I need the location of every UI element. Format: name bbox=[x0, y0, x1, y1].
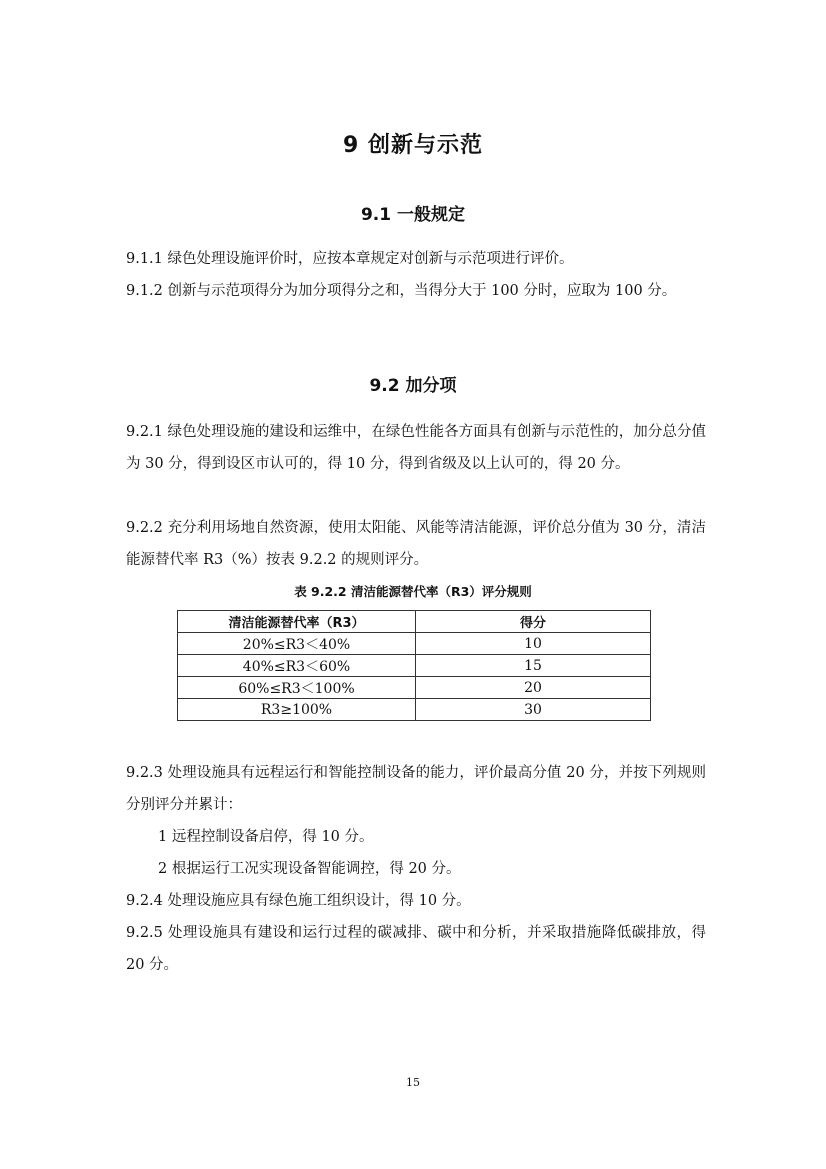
scoring-table bbox=[177, 610, 651, 721]
section-title-9-2: 9.2 加分项 bbox=[369, 376, 457, 396]
table-cell: 10 bbox=[416, 633, 651, 655]
clause-9-2-3-item-2: 2 根据运行工况实现设备智能调控，得 20 分。 bbox=[158, 861, 461, 877]
table-header-row bbox=[178, 611, 651, 633]
table-row bbox=[178, 677, 651, 699]
clause-9-1-1: 9.1.1 绿色处理设施评价时，应按本章规定对创新与示范项进行评价。 bbox=[126, 251, 574, 267]
table-row bbox=[178, 633, 651, 655]
clause-9-2-4: 9.2.4 处理设施应具有绿色施工组织设计，得 10 分。 bbox=[126, 893, 471, 909]
table-header-cell: 清洁能源替代率（R3） bbox=[178, 611, 416, 633]
clause-9-2-1: 9.2.1 绿色处理设施的建设和运维中，在绿色性能各方面具有创新与示范性的，加分总分值为 30 分，得到设区市认可的，得 10 分，得到省级及以上认可的，得 20 分。 bbox=[126, 424, 706, 472]
table-cell: 40%≤R3＜60% bbox=[178, 655, 416, 677]
table-cell: R3≥100% bbox=[178, 699, 416, 721]
clause-9-2-3-item-1: 1 远程控制设备启停，得 10 分。 bbox=[158, 829, 374, 845]
chapter-title: 9 创新与示范 bbox=[343, 133, 483, 158]
clause-9-2-3: 9.2.3 处理设施具有远程运行和智能控制设备的能力，评价最高分值 20 分，并按下列规则分别评分并累计： bbox=[126, 765, 706, 813]
table-cell: 15 bbox=[416, 655, 651, 677]
table-row bbox=[178, 699, 651, 721]
table-cell: 60%≤R3＜100% bbox=[178, 677, 416, 699]
table-row bbox=[178, 655, 651, 677]
clause-9-2-2: 9.2.2 充分利用场地自然资源，使用太阳能、风能等清洁能源，评价总分值为 30 分，清洁能源替代率 R3（%）按表 9.2.2 的规则评分。 bbox=[126, 520, 706, 568]
table-cell: 30 bbox=[416, 699, 651, 721]
clause-9-1-2: 9.1.2 创新与示范项得分为加分项得分之和，当得分大于 100 分时，应取为 100 分。 bbox=[126, 283, 677, 299]
section-title-9-1: 9.1 一般规定 bbox=[360, 205, 466, 225]
clause-9-2-5: 9.2.5 处理设施具有建设和运行过程的碳减排、碳中和分析，并采取措施降低碳排放，得 20 分。 bbox=[126, 925, 706, 973]
table-cell: 20%≤R3＜40% bbox=[178, 633, 416, 655]
table-header-cell: 得分 bbox=[416, 611, 651, 633]
table-cell: 20 bbox=[416, 677, 651, 699]
page-number: 15 bbox=[406, 1076, 420, 1089]
table-caption: 表 9.2.2 清洁能源替代率（R3）评分规则 bbox=[294, 584, 532, 599]
